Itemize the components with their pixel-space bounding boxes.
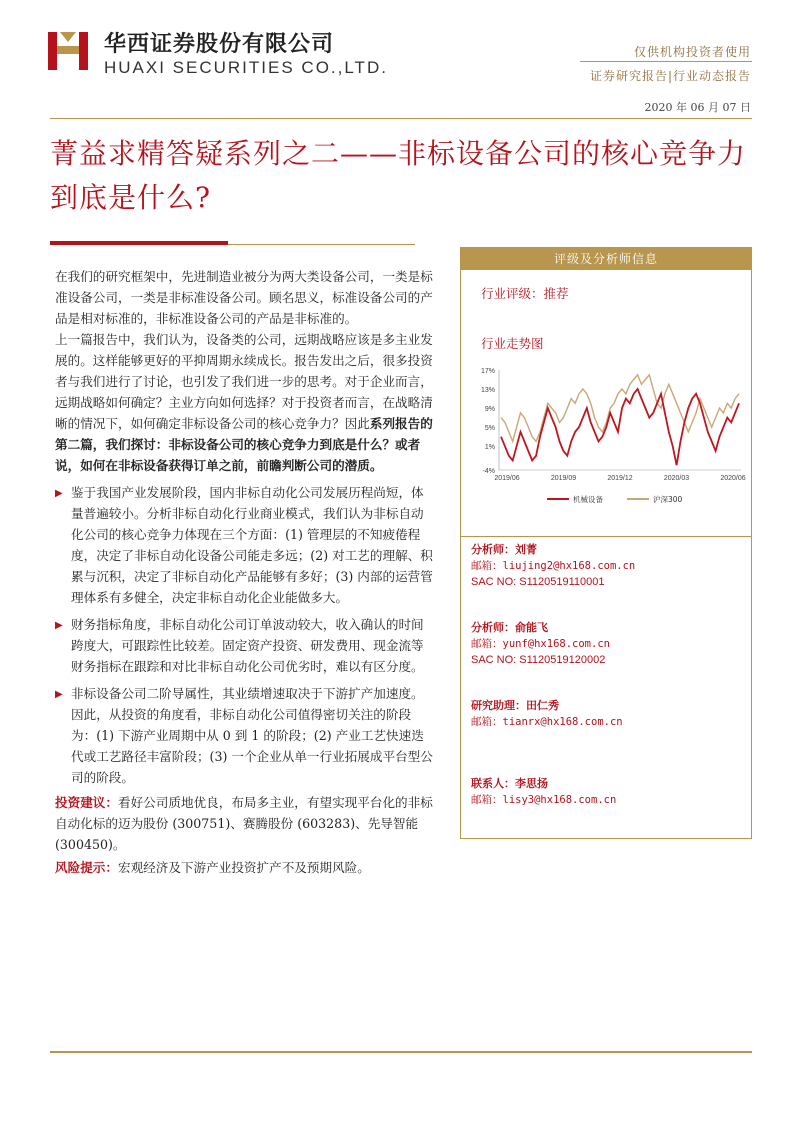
analyst-sac: SAC NO: S1120519110001 bbox=[471, 576, 605, 588]
company-name-en: HUAXI SECURITIES CO.,LTD. bbox=[104, 58, 388, 77]
analyst-name: 分析师：俞能飞 bbox=[471, 621, 548, 634]
legend-label: 沪深300 bbox=[653, 495, 683, 504]
bottom-rule bbox=[50, 1051, 752, 1053]
assistant-email[interactable]: 邮箱：tianrx@hx168.com.cn bbox=[471, 716, 623, 728]
bullet-item bbox=[55, 683, 435, 788]
y-tick-label: 13% bbox=[480, 387, 495, 395]
y-tick-label: 5% bbox=[484, 425, 495, 433]
investment-label: 投资建议： bbox=[55, 795, 118, 810]
series-line-csi300 bbox=[501, 375, 739, 442]
paragraph-background-emphasis: 系列报告的第二篇，我们探讨：非标设备公司的核心竞争力到底是什么？或者说，如何在非标设备获得订单之前，前瞻判断公司的潜质。 bbox=[55, 416, 433, 473]
series-line-machinery bbox=[501, 389, 739, 465]
industry-trend-chart bbox=[465, 362, 751, 510]
risk-warning bbox=[55, 857, 435, 878]
trend-chart-title: 行业走势图 bbox=[481, 336, 544, 351]
header-divider bbox=[580, 61, 752, 62]
legend-label: 机械设备 bbox=[573, 495, 603, 504]
triangle-bullet-icon: ▶ bbox=[55, 488, 63, 499]
x-tick-label: 2020/06 bbox=[720, 475, 746, 482]
investment-advice bbox=[55, 792, 435, 855]
x-tick-label: 2019/09 bbox=[550, 475, 577, 482]
paragraph-background bbox=[55, 329, 435, 476]
investment-text: 看好公司质地优良，布局多主业，有望实现平台化的非标自动化标的迈为股份 (300751)、赛腾股份 (603283)、先导智能 (300450)。 bbox=[55, 795, 433, 852]
audience-note: 仅供机构投资者使用 bbox=[633, 45, 751, 59]
assistant-card bbox=[471, 698, 623, 730]
contact-email[interactable]: 邮箱：lisy3@hx168.com.cn bbox=[471, 794, 617, 806]
x-tick-label: 2019/06 bbox=[494, 475, 520, 482]
x-tick-label: 2019/12 bbox=[607, 475, 633, 482]
analyst-email[interactable]: 邮箱：yunf@hx168.com.cn bbox=[471, 638, 610, 650]
panel-header: 评级及分析师信息 bbox=[461, 248, 751, 270]
top-rule bbox=[50, 118, 752, 119]
y-tick-label: -4% bbox=[482, 468, 495, 475]
risk-text: 宏观经济及下游产业投资扩产不及预期风险。 bbox=[117, 860, 370, 875]
analyst-card bbox=[471, 620, 610, 668]
paragraph-framework: 在我们的研究框架中，先进制造业被分为两大类设备公司，一类是标准设备公司，一类是非标准设备公司。顾名思义，标准设备公司的产品是相对标准的，非标准设备公司的产品是非标准的。 bbox=[55, 269, 433, 326]
industry-rating: 行业评级：推荐 bbox=[481, 286, 569, 301]
y-tick-label: 1% bbox=[484, 444, 495, 452]
analyst-email[interactable]: 邮箱：liujing2@hx168.com.cn bbox=[471, 560, 636, 572]
rating-analyst-panel bbox=[460, 247, 752, 839]
y-tick-label: 17% bbox=[480, 368, 495, 375]
bullet-text: 非标设备公司二阶导属性，其业绩增速取决于下游扩产加速度。因此，从投资的角度看，非标自动化公司值得密切关注的阶段为：(1) 下游产业周期中从 0 到 1 的阶段；(2) 产业工艺快速迭代或工艺路径丰富阶段；(3) 一个企业从单一行业拓展成平台型公司的阶段。 bbox=[71, 686, 433, 785]
analyst-name: 分析师：刘菁 bbox=[471, 543, 537, 556]
bullet-item bbox=[55, 614, 435, 677]
paragraph-background-text: 上一篇报告中，我们认为，设备类的公司，远期战略应该是多主业发展的。这样能够更好的平抑周期永续成长。报告发出之后，很多投资者与我们进行了讨论，也引发了我们进一步的思考。对于企业而言，远期战略如何确定？主业方向如何选择？对于投资者而言，在战略清晰的情况下，如何确定非标设备公司的核心竞争力？因此 bbox=[55, 332, 433, 431]
risk-label: 风险提示： bbox=[55, 860, 118, 875]
bullet-text: 财务指标角度，非标自动化公司订单波动较大，收入确认的时间跨度大，可跟踪性比较差。固定资产投资、研发费用、现金流等财务指标在跟踪和对比非标自动化公司优劣时，难以有区分度。 bbox=[71, 617, 424, 674]
company-name-cn: 华西证券股份有限公司 bbox=[104, 32, 335, 57]
huaxi-logo-icon bbox=[46, 28, 90, 72]
triangle-bullet-icon: ▶ bbox=[55, 620, 63, 631]
summary-body bbox=[55, 266, 435, 878]
title-rule bbox=[228, 244, 415, 245]
triangle-bullet-icon: ▶ bbox=[55, 689, 63, 700]
assistant-name: 研究助理：田仁秀 bbox=[471, 699, 559, 712]
report-date: 2020 年 06 月 07 日 bbox=[644, 101, 751, 114]
bullet-item bbox=[55, 482, 435, 608]
contact-card bbox=[471, 776, 616, 808]
bullet-text: 鉴于我国产业发展阶段，国内非标自动化公司发展历程尚短，体量普遍较小。分析非标自动化行业商业模式，我们认为非标自动化公司的核心竞争力体现在三个方面：(1) 管理层的不知疲倦程度，决定了非标自动化设备公司能走多远；(2) 对工艺的理解、积累与沉积，决定了非标自动化产品能够有多好；(3) 内部的运营管理体系有多健全，决定非标自动化企业能做多大。 bbox=[71, 485, 433, 605]
y-tick-label: 9% bbox=[484, 406, 495, 414]
analyst-sac: SAC NO: S1120519120002 bbox=[471, 654, 606, 666]
report-type: 证券研究报告|行业动态报告 bbox=[589, 69, 751, 83]
title-rule-accent bbox=[50, 241, 228, 245]
contact-name: 联系人：李思扬 bbox=[471, 777, 548, 790]
panel-divider bbox=[461, 536, 751, 537]
analyst-card bbox=[471, 542, 635, 590]
report-title: 菁益求精答疑系列之二——非标设备公司的核心竞争力到底是什么? bbox=[50, 137, 747, 214]
x-tick-label: 2020/03 bbox=[663, 475, 690, 482]
